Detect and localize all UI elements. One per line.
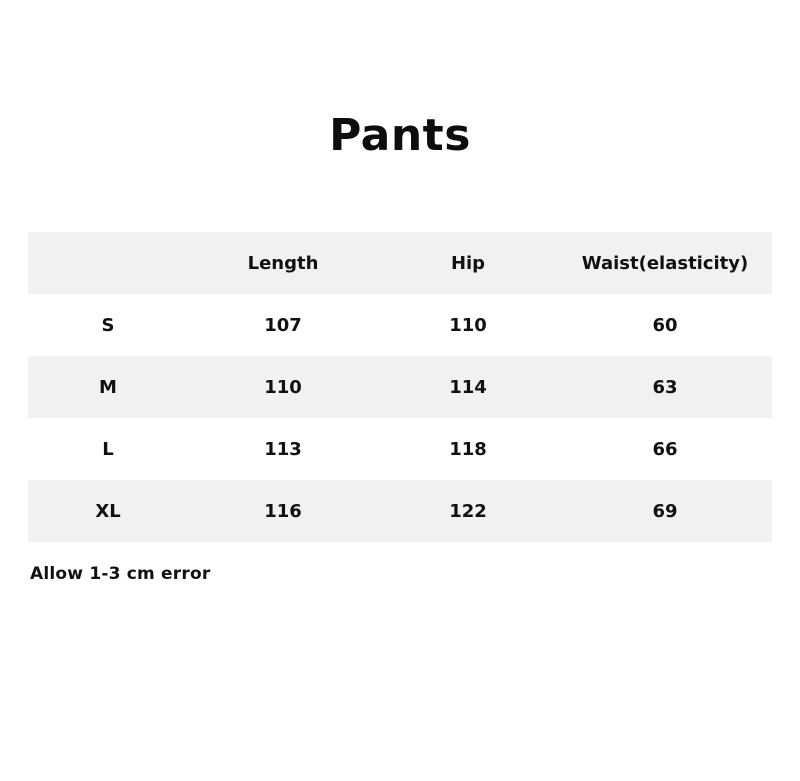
table-row (28, 356, 772, 418)
table-row (28, 480, 772, 542)
size-table (28, 232, 772, 542)
cell-size: L (102, 438, 114, 460)
size-table-container (0, 232, 800, 542)
column-header-hip: Hip (450, 252, 486, 274)
column-header-size (28, 232, 188, 294)
cell-size: XL (95, 500, 121, 522)
cell-hip: 114 (449, 376, 487, 398)
measurement-note: Allow 1-3 cm error (30, 564, 211, 585)
cell-length: 116 (264, 500, 302, 522)
cell-length: 107 (264, 314, 302, 336)
column-header-length: Length (247, 252, 319, 274)
cell-waist: 63 (652, 376, 678, 398)
table-header (28, 232, 772, 294)
cell-size: M (99, 376, 117, 398)
cell-length: 113 (264, 438, 302, 460)
cell-waist: 66 (652, 438, 678, 460)
table-header-row (28, 232, 772, 294)
cell-hip: 118 (449, 438, 487, 460)
cell-waist: 60 (652, 314, 678, 336)
page-title: Pants (329, 110, 471, 161)
cell-length: 110 (264, 376, 302, 398)
cell-waist: 69 (652, 500, 678, 522)
table-row (28, 294, 772, 356)
cell-size: S (101, 314, 115, 336)
cell-hip: 110 (449, 314, 487, 336)
table-body (28, 294, 772, 542)
column-header-waist: Waist(elasticity) (581, 252, 749, 274)
table-row (28, 418, 772, 480)
cell-hip: 122 (449, 500, 487, 522)
